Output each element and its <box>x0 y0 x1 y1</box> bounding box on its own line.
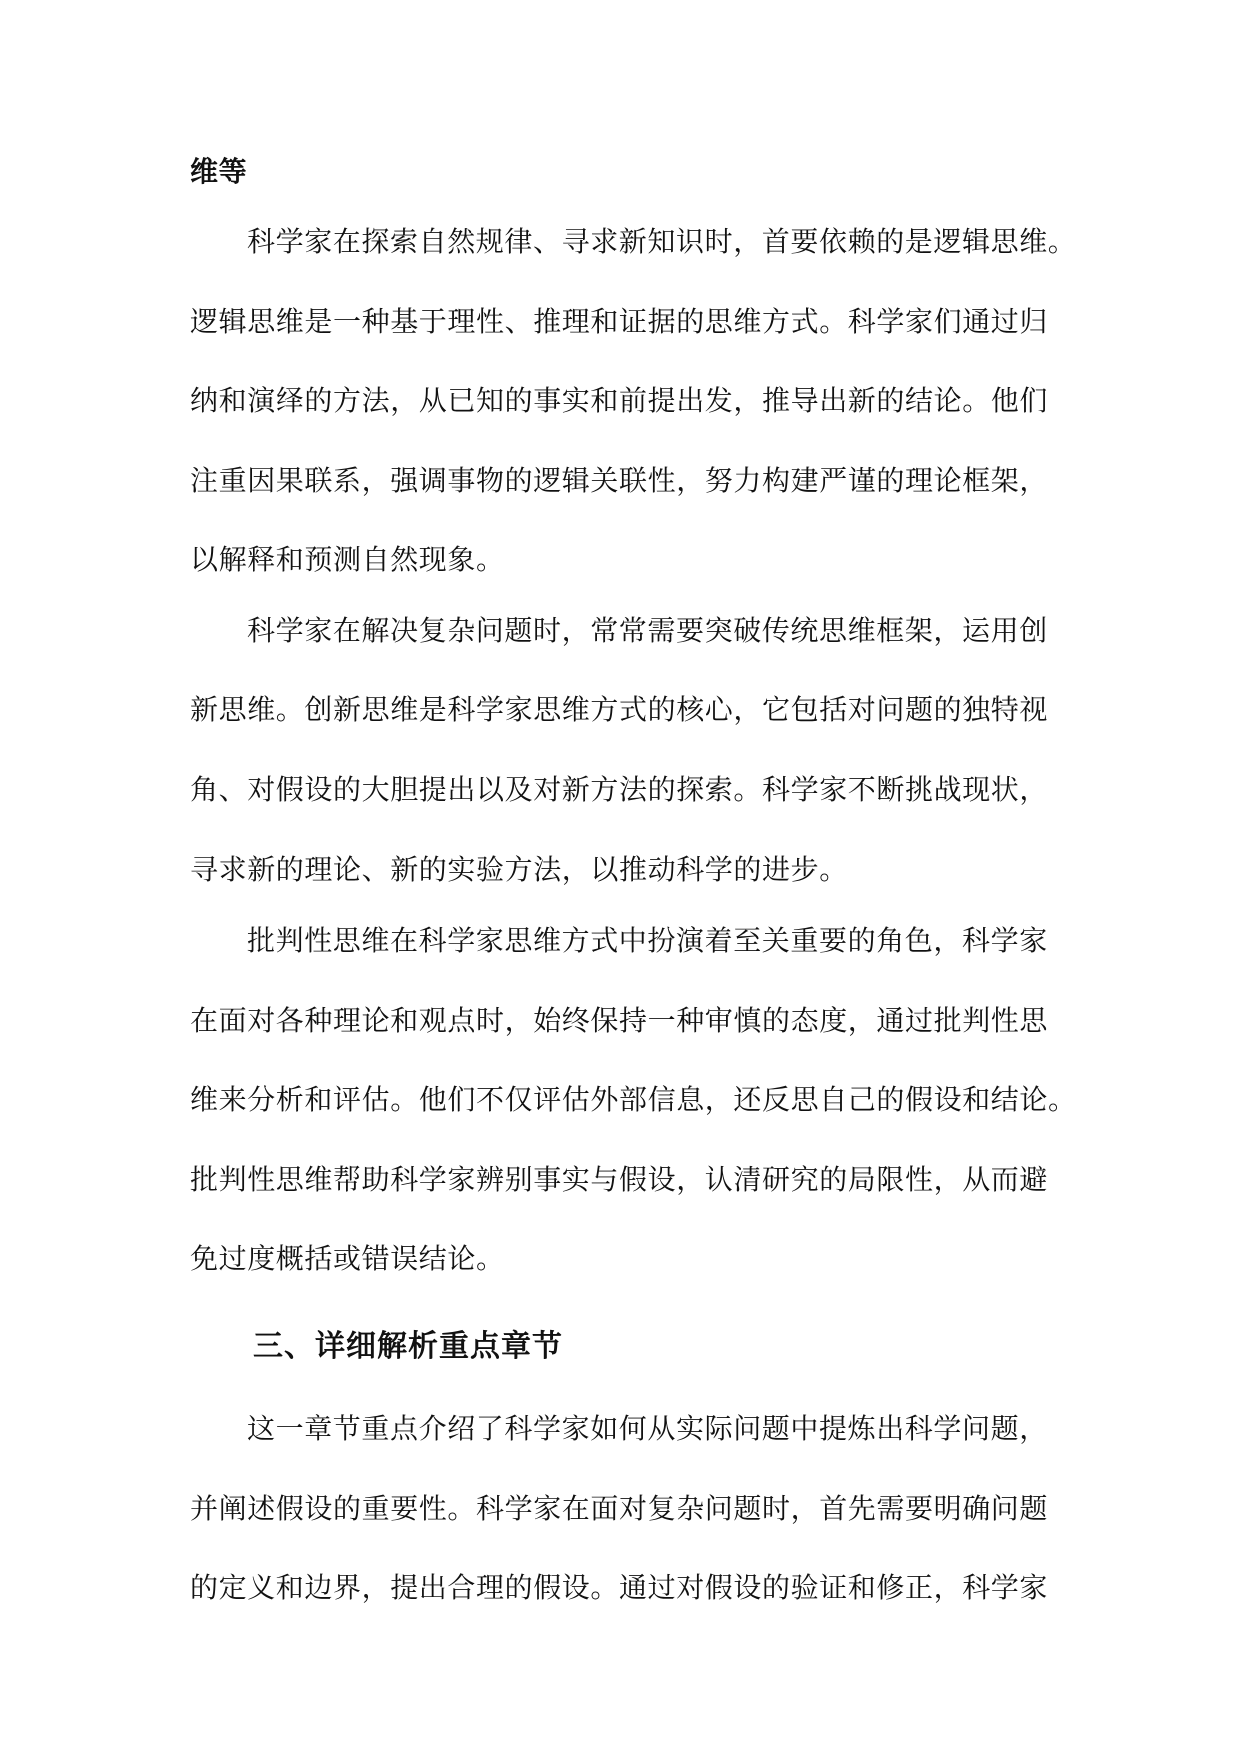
paragraph-line: 批判性思维在科学家思维方式中扮演着至关重要的角色，科学家 <box>247 924 1048 957</box>
continued-fragment: 维等 <box>190 155 248 188</box>
paragraph-line: 寻求新的理论、新的实验方法，以推动科学的进步。 <box>190 853 848 886</box>
paragraph-line: 纳和演绎的方法，从已知的事实和前提出发，推导出新的结论。他们 <box>190 384 1049 417</box>
paragraph-line: 这一章节重点介绍了科学家如何从实际问题中提炼出科学问题， <box>247 1412 1048 1445</box>
paragraph-line: 维来分析和评估。他们不仅评估外部信息，还反思自己的假设和结论。 <box>190 1083 1077 1116</box>
paragraph-line: 免过度概括或错误结论。 <box>190 1242 505 1275</box>
section-heading: 三、详细解析重点章节 <box>253 1329 563 1364</box>
paragraph-line: 科学家在探索自然规律、寻求新知识时，首要依赖的是逻辑思维。 <box>247 225 1077 258</box>
paragraph-line: 以解释和预测自然现象。 <box>190 543 505 576</box>
paragraph-line: 在面对各种理论和观点时，始终保持一种审慎的态度，通过批判性思 <box>190 1004 1049 1037</box>
paragraph-line: 科学家在解决复杂问题时，常常需要突破传统思维框架，运用创 <box>247 614 1048 647</box>
paragraph-line: 注重因果联系，强调事物的逻辑关联性，努力构建严谨的理论框架， <box>190 464 1049 497</box>
paragraph-line: 的定义和边界，提出合理的假设。通过对假设的验证和修正，科学家 <box>190 1571 1049 1604</box>
paragraph-line: 并阐述假设的重要性。科学家在面对复杂问题时，首先需要明确问题 <box>190 1492 1049 1525</box>
paragraph-line: 新思维。创新思维是科学家思维方式的核心，它包括对问题的独特视 <box>190 693 1049 726</box>
paragraph-line: 逻辑思维是一种基于理性、推理和证据的思维方式。科学家们通过归 <box>190 305 1049 338</box>
paragraph-line: 批判性思维帮助科学家辨别事实与假设，认清研究的局限性，从而避 <box>190 1163 1049 1196</box>
paragraph-line: 角、对假设的大胆提出以及对新方法的探索。科学家不断挑战现状， <box>190 773 1049 806</box>
